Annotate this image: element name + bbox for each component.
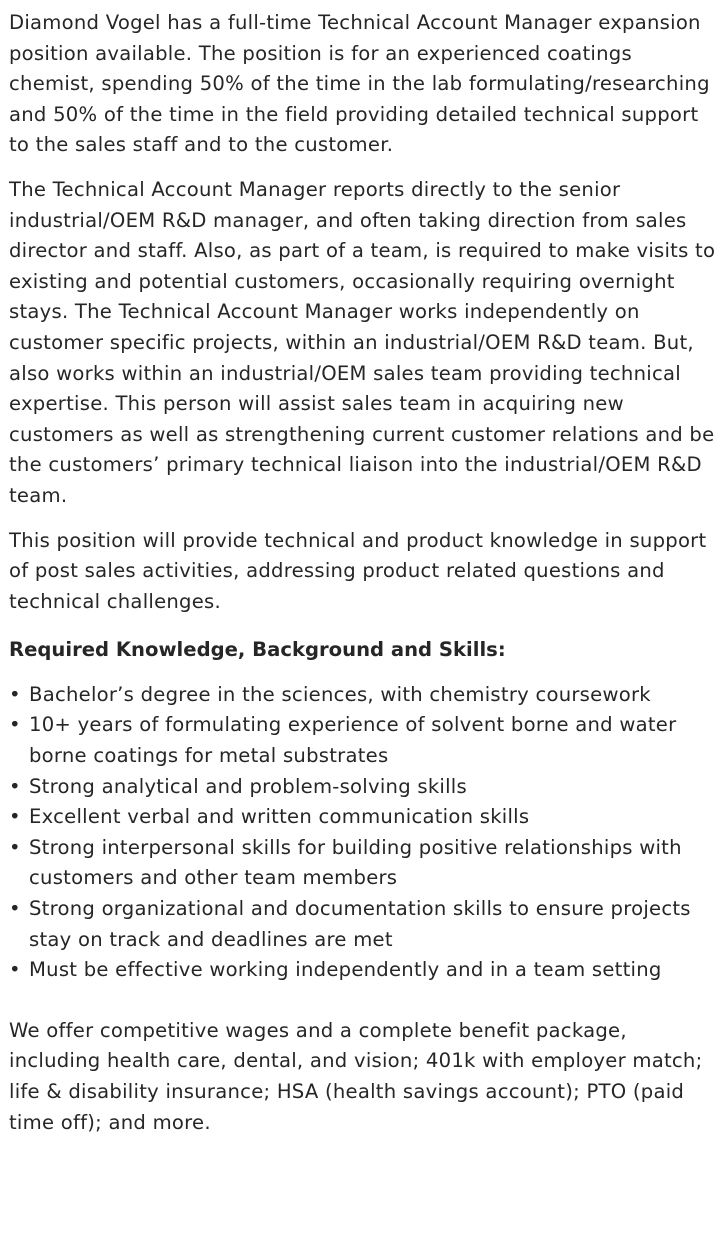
benefits-paragraph: We offer competitive wages and a complete benefit package, including health care, dental, and vision; 401k with employer match; life & disability insurance; HSA (health savings account); PTO (paid time off); and more. [9,1018,703,1134]
skill-item: • Strong interpersonal skills for building positive relationships with customers and other team members [9,833,717,894]
skill-item: • Strong analytical and problem-solving skills [9,772,717,803]
skill-item: • Strong organizational and documentation skills to ensure projects stay on track and deadlines are met [9,894,717,955]
skill-item: • Excellent verbal and written communication skills [9,802,717,833]
skills-list [9,680,717,986]
skills-heading: Required Knowledge, Background and Skills: [9,638,506,662]
support-paragraph: This position will provide technical and product knowledge in support of post sales activities, addressing product related questions and technical challenges. [9,528,707,613]
skill-item: • Bachelor’s degree in the sciences, with chemistry coursework [9,680,717,711]
intro-paragraph: Diamond Vogel has a full-time Technical Account Manager expansion position available. The position is for an experienced coatings chemist, spending 50% of the time in the lab formulating/researching and 50% of the time in the field providing detailed technical support to the sales staff and to the customer. [9,11,710,157]
skill-item: • Must be effective working independently and in a team setting [9,955,717,986]
skill-item: • 10+ years of formulating experience of solvent borne and water borne coatings for metal substrates [9,710,717,771]
reporting-paragraph: The Technical Account Manager reports directly to the senior industrial/OEM R&D manager, and often taking direction from sales director and staff. Also, as part of a team, is required to make visits to existing and potential customers, occasionally requiring overnight stays. The Technical Account Manager works independently on customer specific projects, within an industrial/OEM R&D team. But, also works within an industrial/OEM sales team providing technical expertise. This person will assist sales team in acquiring new customers as well as strengthening current customer relations and be the customers’ primary technical liaison into the industrial/OEM R&D team. [9,177,716,507]
